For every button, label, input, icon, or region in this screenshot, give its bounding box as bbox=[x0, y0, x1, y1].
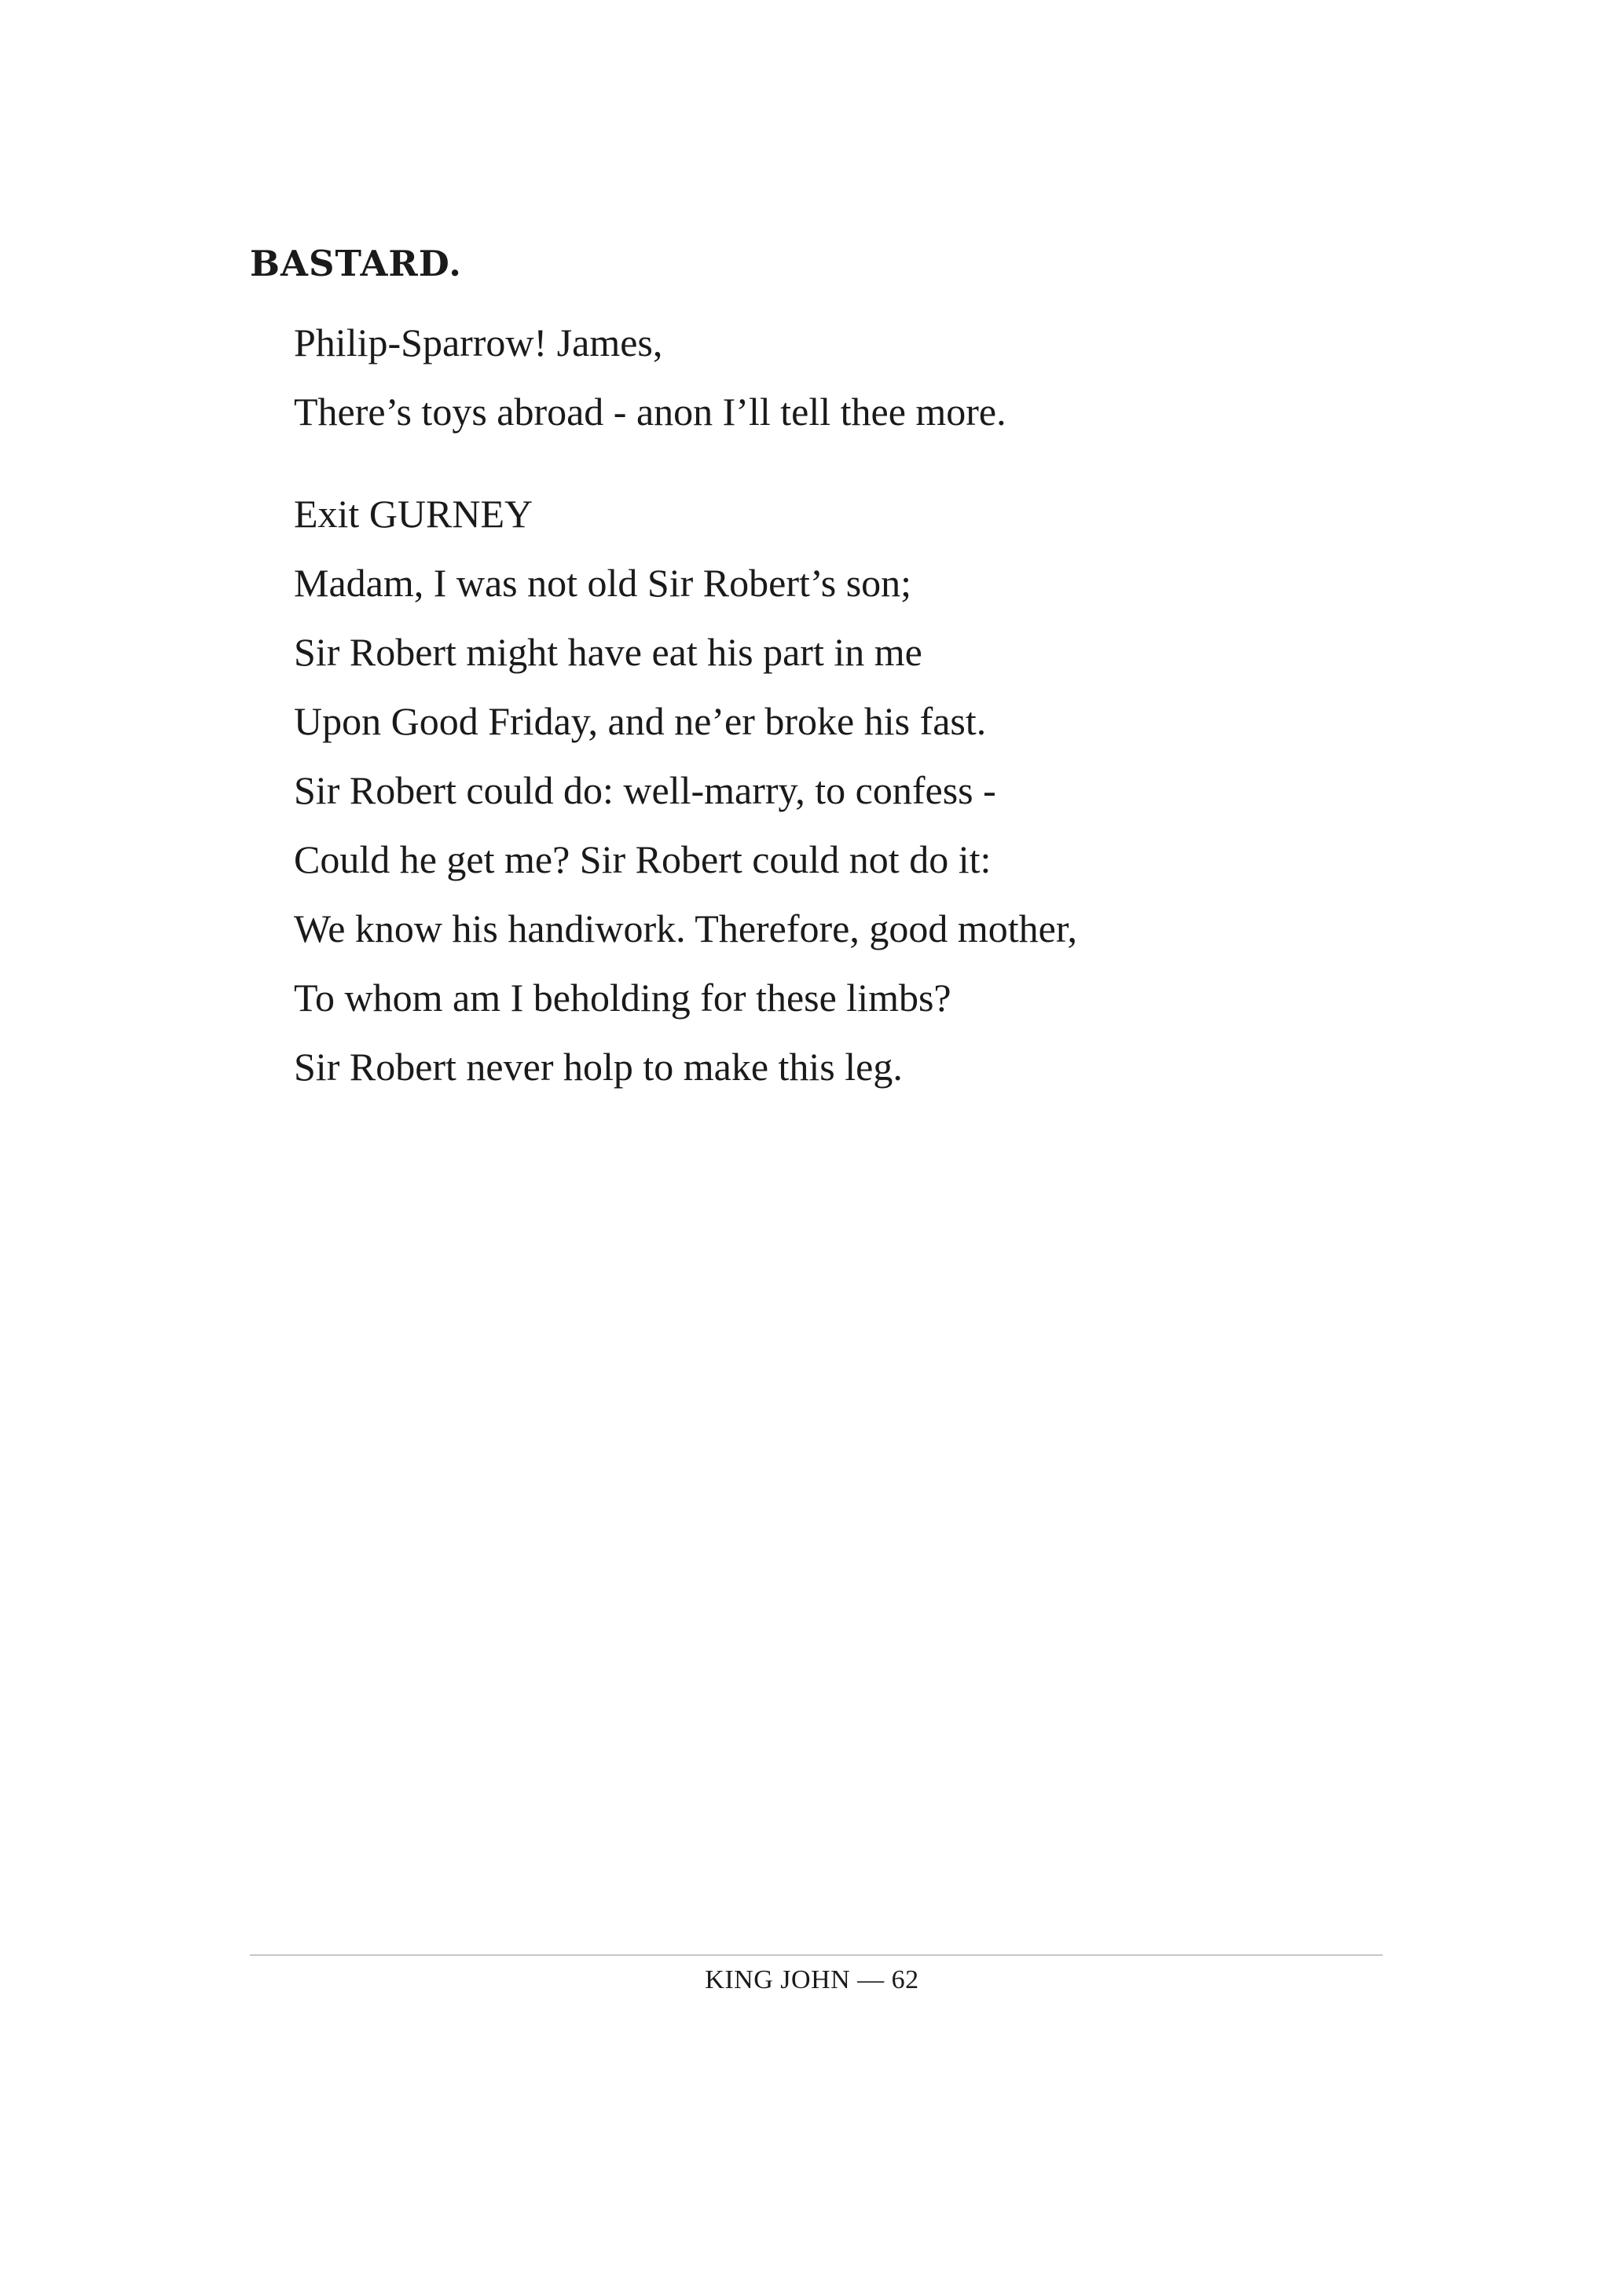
dialogue-line: Sir Robert never holp to make this leg. bbox=[294, 1045, 903, 1089]
dialogue-line: Sir Robert could do: well-marry, to confess - bbox=[294, 768, 996, 812]
footer-divider bbox=[250, 1954, 1383, 1956]
dialogue-line: Philip-Sparrow! James, bbox=[294, 320, 663, 364]
dialogue-line: Could he get me? Sir Robert could not do it: bbox=[294, 837, 992, 881]
dialogue-line: We know his handiwork. Therefore, good mother, bbox=[294, 906, 1077, 950]
dialogue-line: There’s toys abroad - anon I’ll tell thee more. bbox=[294, 390, 1006, 434]
speaker-name: BASTARD. bbox=[250, 243, 462, 284]
stage-direction: Exit GURNEY bbox=[294, 492, 533, 536]
dialogue-line: Sir Robert might have eat his part in me bbox=[294, 630, 922, 674]
dialogue-line: Upon Good Friday, and ne’er broke his fast. bbox=[294, 699, 987, 743]
dialogue-line: Madam, I was not old Sir Robert’s son; bbox=[294, 561, 912, 605]
page-footer: KING JOHN — 62 bbox=[705, 1965, 919, 1994]
dialogue-lines bbox=[294, 308, 1077, 1101]
dialogue-line: To whom am I beholding for these limbs? bbox=[294, 976, 951, 1020]
